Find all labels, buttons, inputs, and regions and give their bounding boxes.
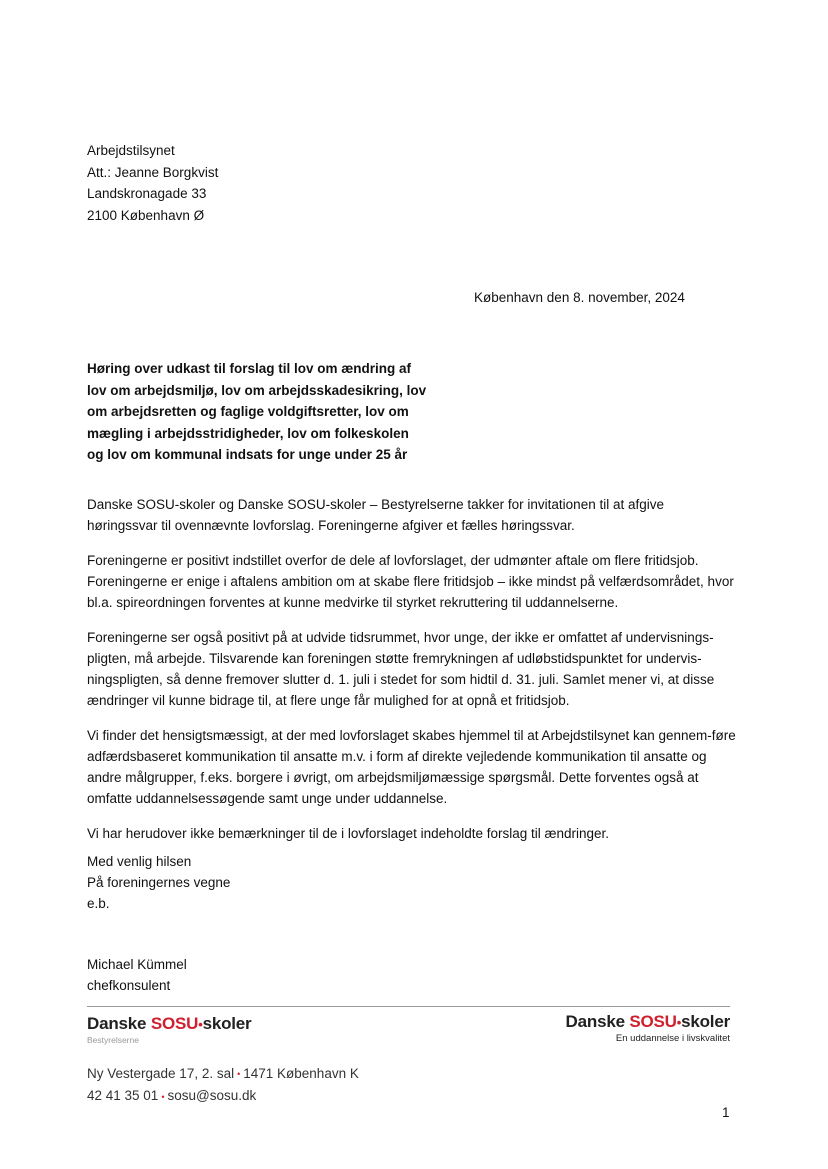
logo-right-word1: Danske [565,1012,625,1031]
signature-block [87,954,187,996]
recipient-attention: Att.: Jeanne Borgkvist [87,164,219,180]
footer-address-sep: • [237,1069,241,1080]
logo-right-dot: • [676,1015,682,1031]
footer-contact [87,1063,359,1108]
logo-danske-sosu-skoler [566,1012,730,1044]
letter-subject: Høring over udkast til forslag til lov om ændring af lov om arbejdsmiljø, lov om arbejdsskadesikring, lov om arbejdsretten og faglige voldgiftsretter, lov om mægling i arbejdsstridigheder, lov om folkeskolen og lov om kommunal indsats for unge under 25 år [87,361,427,462]
footer-address-street: Ny Vestergade 17, 2. sal [87,1066,235,1081]
closing-block [87,851,230,914]
body-paragraph-1: Danske SOSU-skoler og Danske SOSU-skoler – Bestyrelserne takker for invitationen til at afgive høringssvar til ovennævnte lovforslag. Foreningerne afgiver et fælles høringssvar. [87,497,664,533]
page-number: 1 [722,1105,730,1120]
closing-eb: e.b. [87,896,110,911]
logo-left-subtitle: Bestyrelserne [87,1035,139,1045]
footer-divider [87,1006,730,1007]
logo-right-word2: SOSU [629,1012,677,1031]
body-paragraph-4: Vi finder det hensigtsmæssigt, at der med lovforslaget skabes hjemmel til at Arbejdstilsynet kan gennem-føre adfærdsbaseret kommunikation til ansatte m.v. i form af direkte vejledende kommunikation til ansatte og andre målgrupper, f.eks. borgere i øvrigt, om arbejdsmiljømæssige spørgsmål. Dette forventes også at omfatte uddannelsessøgende samt unge under uddannelse. [87,728,736,806]
closing-behalf: På foreningernes vegne [87,875,231,890]
footer-email[interactable]: sosu@sosu.dk [167,1088,257,1104]
body-paragraph-3: Foreningerne ser også positivt på at udvide tidsrummet, hvor unge, der ikke er omfattet af undervisnings-pligten, må arbejde. Tilsvarende kan foreningen støtte fremrykningen af udløbstidspunktet for undervis-ningspligten, så denne fremover slutter d. 1. juli i stedet for som hidtil d. 31. juli. Samlet mener vi, at disse ændringer vil kunne bidrage til, at flere unge får mulighed for at opnå et fritidsjob. [87,630,715,708]
logo-right-tagline: En uddannelse i livskvalitet [615,1033,730,1044]
logo-left-word3: skoler [202,1014,252,1033]
logo-right-word3: skoler [681,1012,730,1031]
footer-phone-email [87,1085,359,1107]
recipient-name: Arbejdstilsynet [87,143,175,158]
letter-date: København den 8. november, 2024 [474,290,685,305]
recipient-city: 2100 København Ø [87,207,205,223]
footer-contact-sep: • [161,1091,165,1102]
logo-left-word2: SOSU [150,1014,199,1033]
signer-title: chefkonsulent [87,978,171,993]
body-paragraph-5: Vi har herudover ikke bemærkninger til de i lovforslaget indeholdte forslag til ændringer. [87,826,610,841]
recipient-street: Landskronagade 33 [87,186,207,201]
body-paragraph-2: Foreningerne er positivt indstillet overfor de dele af lovforslaget, der udmønter aftale om flere fritidsjob. Foreningerne er enige i aftalens ambition om at skabe flere fritidsjob – ikke mindst på velfærdsområdet, hvor bl.a. spireordningen forventes at kunne medvirke til styrket rekruttering til uddannelserne. [87,553,734,610]
letter-body [87,494,737,858]
logo-bestyrelserne [87,1014,251,1045]
signer-name: Michael Kümmel [87,957,187,972]
footer-address-city: 1471 København K [243,1066,359,1081]
footer-phone: 42 41 35 01 [87,1088,159,1104]
logo-left-word1: Danske [87,1014,147,1033]
footer-address [87,1063,359,1085]
closing-greeting: Med venlig hilsen [87,854,192,869]
recipient-address [87,140,218,226]
logo-left-dot: • [198,1017,203,1033]
